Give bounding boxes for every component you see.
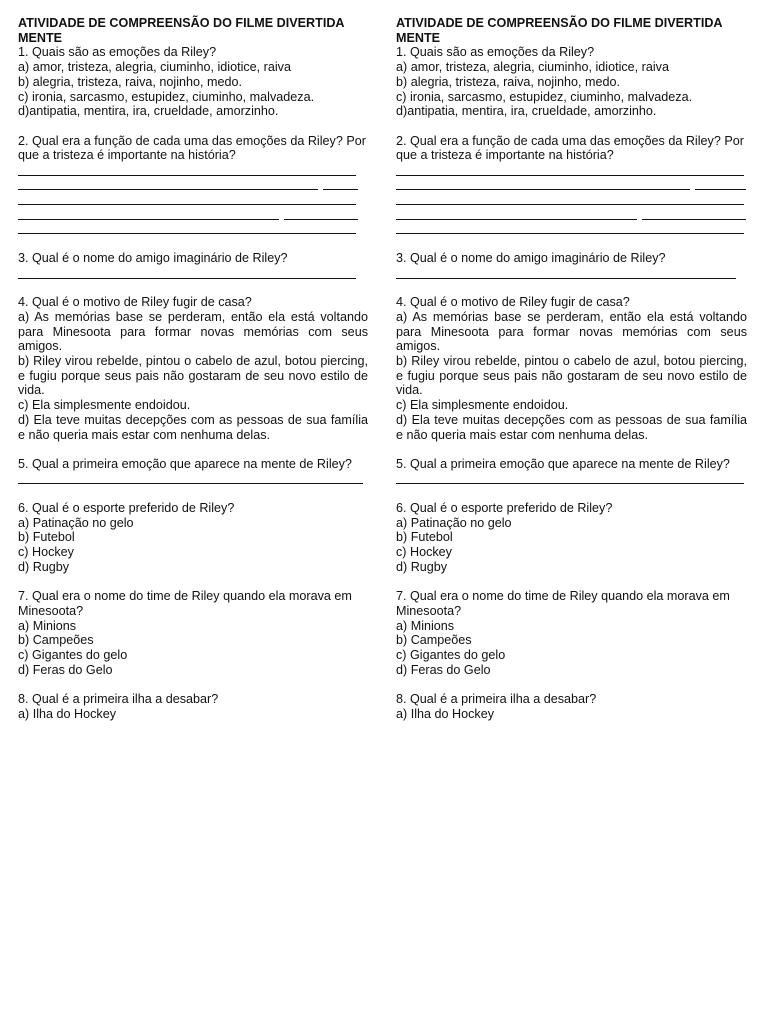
question-8-option-a: a) Ilha do Hockey [18,706,117,721]
question-4-option-c: c) Ela simplesmente endoidou. [18,398,191,413]
question-6-option-c: c) Hockey [396,545,452,560]
question-1-option-b: b) alegria, tristeza, raiva, nojinho, medo. [18,74,243,89]
question-1-option-d: d)antipatia, mentira, ira, crueldade, amorzinho. [18,104,279,119]
question-7-option-b: b) Campeões [396,633,472,648]
worksheet-title: ATIVIDADE DE COMPREENSÃO DO FILME DIVERTIDA MENTE [18,16,345,45]
question-6-option-a: a) Patinação no gelo [396,515,512,530]
question-7: 7. Qual era o nome do time de Riley quando ela morava em Minesoota? [18,589,352,618]
question-6-option-d: d) Rugby [396,559,448,574]
question-3: 3. Qual é o nome do amigo imaginário de Riley? [396,251,666,266]
question-6-option-d: d) Rugby [18,559,70,574]
question-7-option-c: c) Gigantes do gelo [396,648,506,663]
question-2-answer-lines[interactable] [396,163,747,236]
question-6-option-b: b) Futebol [396,530,453,545]
question-6-option-a: a) Patinação no gelo [18,515,134,530]
question-4-option-d: d) Ela teve muitas decepções com as pessoas de sua família e não queria mais estar com nenhuma delas. [18,412,368,442]
question-4-option-a: a) As memórias base se perderam, então ela está voltando para Minesoota para formar novas memórias com seus amigos. [396,309,747,354]
question-1-option-d: d)antipatia, mentira, ira, crueldade, amorzinho. [396,104,657,119]
question-1: 1. Quais são as emoções da Riley? [396,45,595,60]
question-6-option-b: b) Futebol [18,530,75,545]
question-4-option-b: b) Riley virou rebelde, pintou o cabelo de azul, botou piercing, e fugiu porque seus pais não gostaram de seu novo estilo de vida. [396,354,747,398]
question-7-option-a: a) Minions [396,618,455,633]
worksheet-column-right [396,16,747,722]
question-1-option-c: c) ironia, sarcasmo, estupidez, ciuminho, malvadeza. [396,89,693,104]
question-1-option-c: c) ironia, sarcasmo, estupidez, ciuminho, malvadeza. [18,89,315,104]
question-4-option-a: a) As memórias base se perderam, então ela está voltando para Minesoota para formar novas memórias com seus amigos. [18,309,368,354]
question-3-answer-line[interactable] [396,266,747,281]
question-4-option-b: b) Riley virou rebelde, pintou o cabelo de azul, botou piercing, e fugiu porque seus pais não gostaram de seu novo estilo de vida. [18,354,368,398]
question-1-option-b: b) alegria, tristeza, raiva, nojinho, medo. [396,74,621,89]
question-7-option-c: c) Gigantes do gelo [18,648,128,663]
question-4-option-c: c) Ela simplesmente endoidou. [396,398,569,413]
question-5-answer-line[interactable] [18,472,368,487]
question-3-answer-line[interactable] [18,266,368,281]
question-2-answer-lines[interactable] [18,163,368,236]
question-3: 3. Qual é o nome do amigo imaginário de Riley? [18,251,288,266]
question-1-option-a: a) amor, tristeza, alegria, ciuminho, idiotice, raiva [18,60,291,75]
question-7-option-d: d) Feras do Gelo [18,662,113,677]
question-7-option-a: a) Minions [18,618,77,633]
question-8: 8. Qual é a primeira ilha a desabar? [396,692,597,707]
question-6: 6. Qual é o esporte preferido de Riley? [396,501,613,516]
question-4-option-d: d) Ela teve muitas decepções com as pessoas de sua família e não queria mais estar com nenhuma delas. [396,412,747,442]
question-6-option-c: c) Hockey [18,545,74,560]
question-7-option-b: b) Campeões [18,633,94,648]
worksheet-column-left [18,16,368,722]
question-6: 6. Qual é o esporte preferido de Riley? [18,501,235,516]
question-5-answer-line[interactable] [396,472,747,487]
question-1: 1. Quais são as emoções da Riley? [18,45,217,60]
question-7-option-d: d) Feras do Gelo [396,662,491,677]
question-2: 2. Qual era a função de cada uma das emoções da Riley? Por que a tristeza é importante na história? [396,133,744,163]
question-1-option-a: a) amor, tristeza, alegria, ciuminho, idiotice, raiva [396,60,669,75]
question-8: 8. Qual é a primeira ilha a desabar? [18,692,219,707]
question-4: 4. Qual é o motivo de Riley fugir de casa? [396,295,630,310]
question-7: 7. Qual era o nome do time de Riley quando ela morava em Minesoota? [396,589,730,618]
question-4: 4. Qual é o motivo de Riley fugir de casa? [18,295,252,310]
question-5: 5. Qual a primeira emoção que aparece na mente de Riley? [396,456,730,471]
worksheet-title: ATIVIDADE DE COMPREENSÃO DO FILME DIVERTIDA MENTE [396,16,723,45]
question-5: 5. Qual a primeira emoção que aparece na mente de Riley? [18,456,352,471]
question-8-option-a: a) Ilha do Hockey [396,706,495,721]
question-2: 2. Qual era a função de cada uma das emoções da Riley? Por que a tristeza é importante na história? [18,133,366,163]
